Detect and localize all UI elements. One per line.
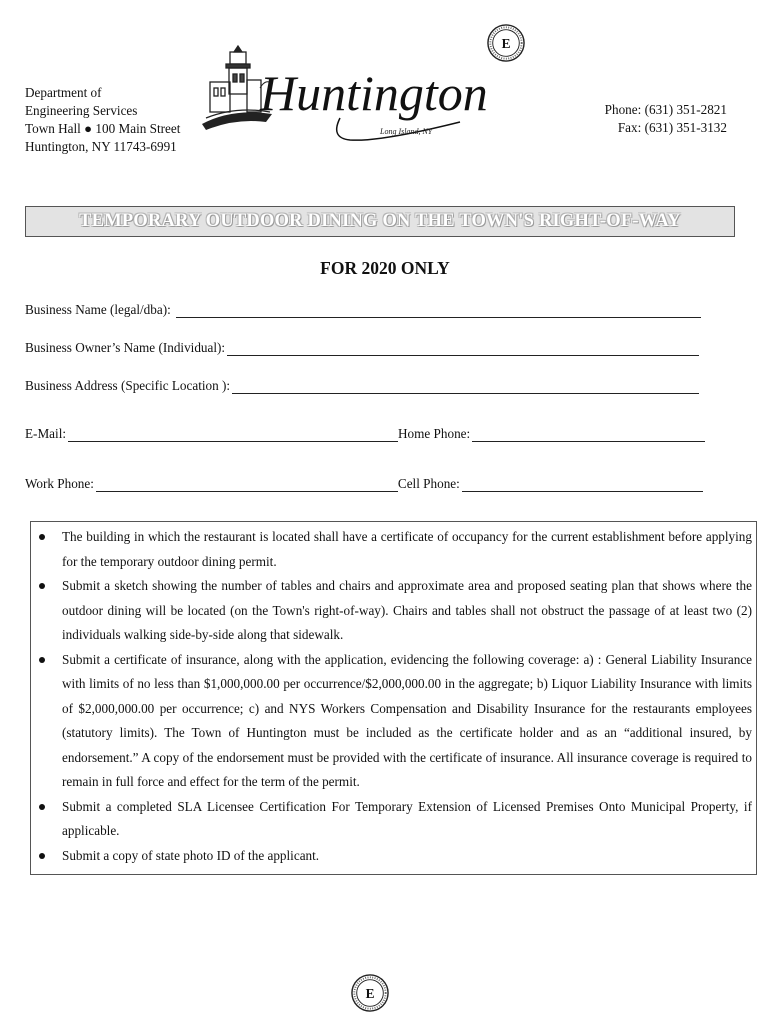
email-home-phone-row (25, 426, 705, 442)
logo-subtext: Long Island, NY (380, 127, 433, 136)
business-name-field (25, 302, 701, 318)
department-address (25, 84, 180, 156)
home-phone-input-line[interactable] (472, 428, 705, 442)
business-name-input-line[interactable] (176, 304, 701, 318)
cell-phone-label: Cell Phone: (397, 476, 460, 491)
requirement-text: Submit a certificate of insurance, along with the application, evidencing the following coverage: a) : General Liability Insurance with limits of no less than $1,000,000.00 per occurrence/$2,000,000.00 in the aggregate; b) Liquor Liability Insurance with limits of $2,000,000.00 per occurrence; c) and NYS Workers Compensation and Disability Insurance for the restaurants employees (statutory limits). The Town of Huntington must be included as the certificate holder and as an “additional insured, by endorsement.” A copy of the endorsement must be provided with the certificate of insurance. All insurance coverage is required to remain in full force and effect for the term of the permit. (62, 651, 752, 789)
logo-wordmark: Huntington (260, 65, 488, 121)
bullet-icon (39, 534, 45, 540)
contact-info (605, 101, 727, 137)
requirement-text: Submit a completed SLA Licensee Certification For Temporary Extension of Licensed Premises Onto Municipal Property, if applicable. (62, 798, 752, 838)
bullet-icon (39, 853, 45, 859)
email-input-line[interactable] (68, 428, 398, 442)
business-address-input-line[interactable] (232, 380, 699, 394)
work-phone-input-line[interactable] (96, 478, 398, 492)
bullet-icon (39, 657, 45, 663)
work-phone-label: Work Phone: (25, 476, 94, 491)
form-title: TEMPORARY OUTDOOR DINING ON THE TOWN'S RIGHT-OF-WAY (79, 211, 681, 231)
work-cell-phone-row (25, 476, 703, 492)
requirement-item (31, 844, 754, 869)
requirement-item (31, 795, 754, 844)
owner-name-input-line[interactable] (227, 342, 699, 356)
requirement-item (31, 648, 754, 795)
address-line: Department of (25, 85, 102, 100)
address-line: Huntington, NY 11743-6991 (25, 139, 177, 154)
requirement-item (31, 525, 754, 574)
owner-name-field (25, 340, 699, 356)
requirements-list (31, 525, 756, 868)
requirement-item (31, 574, 754, 648)
home-phone-label: Home Phone: (398, 426, 471, 441)
address-line: Engineering Services (25, 103, 138, 118)
requirement-text: Submit a copy of state photo ID of the applicant. (62, 847, 320, 863)
phone-number: Phone: (631) 351-2821 (604, 102, 727, 117)
requirements-box (30, 521, 757, 875)
business-address-field (25, 378, 699, 394)
seal-letter: E (501, 35, 511, 51)
bullet-icon (39, 804, 45, 810)
huntington-logo (200, 38, 490, 158)
seal-letter: E (365, 985, 375, 1001)
cell-phone-input-line[interactable] (462, 478, 703, 492)
fax-number: Fax: (631) 351-3132 (617, 120, 727, 135)
address-line: Town Hall ● 100 Main Street (25, 121, 181, 136)
business-name-label: Business Name (legal/dba): (25, 302, 171, 317)
town-seal-icon (351, 974, 389, 1012)
town-seal-icon (487, 24, 525, 62)
form-subtitle: FOR 2020 ONLY (320, 258, 450, 278)
business-address-label: Business Address (Specific Location ): (25, 378, 231, 393)
email-label: E-Mail: (25, 426, 67, 441)
requirement-text: The building in which the restaurant is located shall have a certificate of occupancy for the current establishment before applying for the temporary outdoor dining permit. (62, 529, 752, 569)
bullet-icon (39, 583, 45, 589)
owner-name-label: Business Owner’s Name (Individual): (25, 340, 226, 355)
title-banner (25, 206, 735, 237)
requirement-text: Submit a sketch showing the number of tables and chairs and approximate area and proposed seating plan that shows where the outdoor dining will be located (on the Town's right-of-way). Chairs and tables shall not obstruct the passage of at least two (2) individuals walking side-by-side along that sidewalk. (62, 578, 752, 642)
